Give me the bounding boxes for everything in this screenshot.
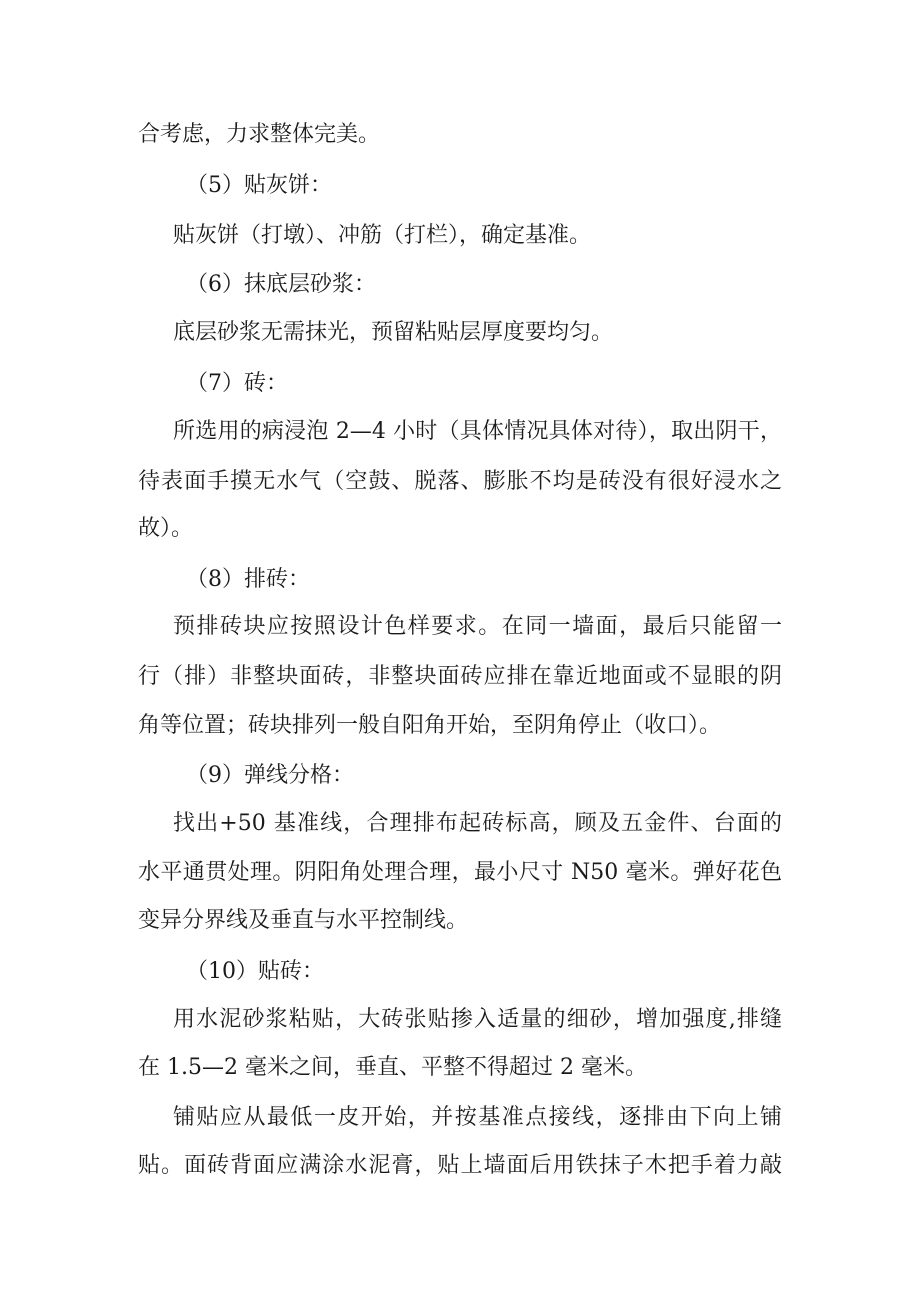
text-line: 变异分界线及垂直与水平控制线。 — [138, 908, 469, 933]
text-line: 铺贴应从最低一皮开始，并按基准点接线，逐排由下向上铺 — [173, 1105, 782, 1130]
section-heading: （7）砖： — [186, 371, 288, 396]
section-heading: （8）排砖： — [186, 567, 310, 592]
text-line: 角等位置；砖块排列一般自阳角开始，至阴角停止（收口）。 — [138, 713, 722, 738]
text-line: 找出+50 基准线，合理排布起砖标高，顾及五金件、台面的 — [173, 811, 782, 836]
section-heading: （9）弹线分格： — [186, 763, 354, 788]
text-line: 所选用的病浸泡 2—4 小时（具体情况具体对待），取出阴干， — [173, 419, 782, 444]
text-line: 行（排）非整块面砖，非整块面砖应排在靠近地面或不显眼的阴 — [138, 664, 782, 689]
text-line: 水平通贯处理。阴阳角处理合理，最小尺寸 N50 毫米。弹好花色 — [138, 860, 782, 885]
section-heading: （5）贴灰饼： — [186, 173, 332, 198]
section-heading: （6）抹底层砂浆： — [186, 272, 376, 297]
section-heading: （10）贴砖： — [186, 959, 324, 984]
text-line: 故）。 — [138, 516, 194, 541]
text-line: 预排砖块应按照设计色样要求。在同一墙面，最后只能留一 — [173, 614, 782, 639]
text-line: 贴。面砖背面应满涂水泥膏，贴上墙面后用铁抹子木把手着力敲 — [138, 1153, 782, 1178]
text-line: 在 1.5—2 毫米之间，垂直、平整不得超过 2 毫米。 — [138, 1055, 647, 1080]
text-line: 用水泥砂浆粘贴，大砖张贴掺入适量的细砂，增加强度,排缝 — [173, 1007, 782, 1032]
text-line: 贴灰饼（打墩）、冲筋（打栏），确定基准。 — [173, 223, 592, 248]
text-line: 待表面手摸无水气（空鼓、脱落、膨胀不均是砖没有很好浸水之 — [138, 469, 782, 494]
text-line: 合考虑，力求整体完美。 — [138, 122, 381, 147]
text-line: 底层砂浆无需抹光，预留粘贴层厚度要均匀。 — [173, 320, 614, 345]
